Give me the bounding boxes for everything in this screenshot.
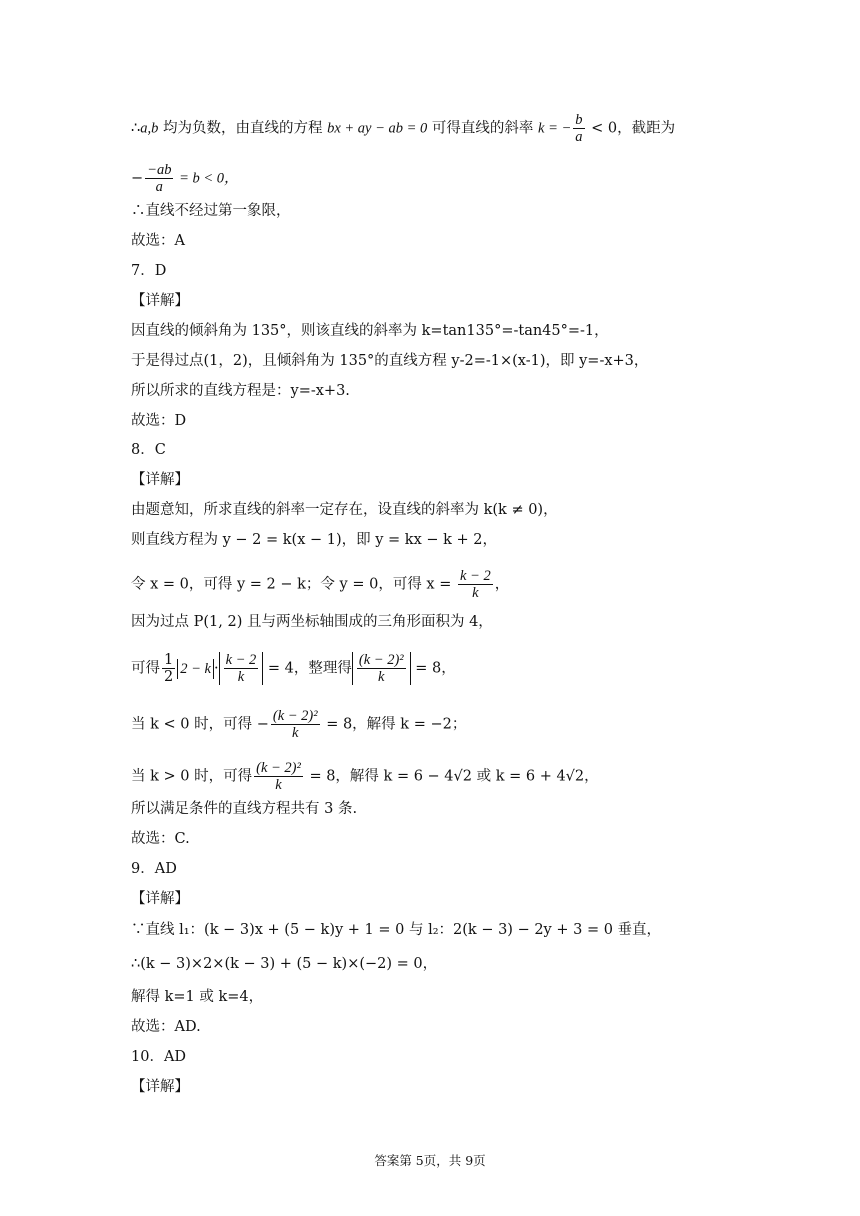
text-line: − $\frac{-ab}{a}$ = b < 0，	[131, 162, 239, 195]
fraction: $\frac{k - 2}{k}$	[459, 568, 491, 601]
text-line: 故选：AD.	[131, 1019, 201, 1035]
absolute-value: 2 − k	[177, 659, 214, 679]
text-line: 令 x = 0，可得 y = 2 − k；令 y = 0，可得 x = $\frac{k - 2}{k}$ ，	[131, 568, 510, 601]
absolute-value	[219, 652, 264, 685]
text-line: 因为过点 P(1, 2) 且与两坐标轴围成的三角形面积为 4，	[131, 614, 493, 630]
text-line: 则直线方程为 y − 2 = k(x − 1)，即 y = kx − k + 2，	[131, 532, 498, 548]
text-line: 所以满足条件的直线方程共有 3 条.	[131, 801, 358, 817]
text-line: 可得 $\frac{1}{2}$ 2 − k · $\frac{k - 2}{k}$ = 4，整理得 $\frac{\text{(k − 2)²}}{k}$ = 8，	[131, 652, 456, 685]
question-answer: 7．D	[131, 263, 167, 279]
section-heading: 【详解】	[131, 293, 189, 309]
text-line: 解得 k=1 或 k=4，	[131, 989, 264, 1005]
text-line: ∴(k − 3)×2×(k − 3) + (5 − k)×(−2) = 0，	[131, 956, 438, 972]
fraction: $\frac{k - 2}{k}$	[225, 652, 257, 685]
fraction: $\frac{\text{(k − 2)²}}{k}$	[272, 708, 318, 741]
text-line: ∵直线 l₁：(k − 3)x + (5 − k)y + 1 = 0 与 l₂：2(k − 3) − 2y + 3 = 0 垂直，	[131, 922, 662, 938]
text-line: 故选：D	[131, 413, 187, 429]
text-line: 于是得过点(1，2)，且倾斜角为 135°的直线方程 y-2=-1×(x-1)，即 y=-x+3，	[131, 353, 649, 369]
text-line: ∴a,b 均为负数，由直线的方程 bx + ay − ab = 0 可得直线的斜率 k = − $\frac{b}{a}$ < 0，截距为	[131, 112, 676, 145]
section-heading: 【详解】	[131, 891, 189, 907]
text-line: 当 k < 0 时，可得 − $\frac{\text{(k − 2)²}}{k}$ = 8，解得 k = −2；	[131, 708, 467, 741]
text-line: 故选：A	[131, 233, 185, 249]
fraction: $\frac{1}{2}$	[164, 652, 174, 685]
page-footer: 答案第 5页，共 9页	[374, 1153, 486, 1168]
text-line: ∴直线不经过第一象限，	[131, 203, 291, 219]
section-heading: 【详解】	[131, 1079, 189, 1095]
text-line: 因直线的倾斜角为 135°，则该直线的斜率为 k=tan135°=-tan45°=-1，	[131, 323, 609, 339]
text-line: 当 k > 0 时，可得 $\frac{\text{(k − 2)²}}{k}$ = 8，解得 k = 6 − 4√2 或 k = 6 + 4√2，	[131, 760, 599, 793]
text-line: 由题意知，所求直线的斜率一定存在，设直线的斜率为 k(k ≠ 0)，	[131, 502, 558, 518]
fraction: $\frac{b}{a}$	[575, 112, 583, 145]
fraction: $\frac{-ab}{a}$	[147, 162, 172, 195]
text-line: 所以所求的直线方程是：y=-x+3.	[131, 383, 350, 399]
question-answer: 9．AD	[131, 861, 177, 877]
section-heading: 【详解】	[131, 472, 189, 488]
absolute-value	[352, 652, 411, 685]
fraction: $\frac{\text{(k − 2)²}}{k}$	[358, 652, 404, 685]
question-answer: 10．AD	[131, 1049, 187, 1065]
text-line: 故选：C.	[131, 831, 190, 847]
question-answer: 8．C	[131, 442, 166, 458]
fraction: $\frac{\text{(k − 2)²}}{k}$	[256, 760, 301, 793]
